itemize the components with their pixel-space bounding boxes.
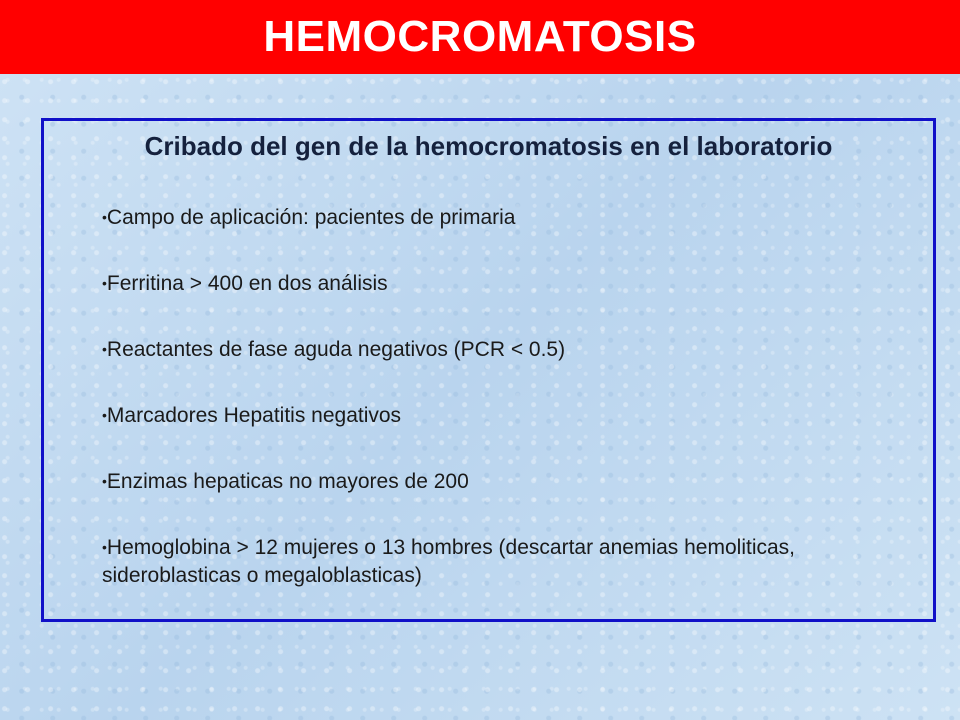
bullet-icon: •: [102, 473, 107, 489]
bullet-icon: •: [102, 275, 107, 291]
bullet-list: [102, 203, 892, 590]
title-bar: [0, 0, 960, 74]
section-heading: Cribado del gen de la hemocromatosis en el laboratorio: [144, 131, 833, 161]
list-item-text: Reactantes de fase aguda negativos (PCR < 0.5): [106, 338, 566, 361]
list-item-text: Marcadores Hepatitis negativos: [106, 404, 402, 427]
page-title: HEMOCROMATOSIS: [263, 12, 697, 61]
list-item: [102, 203, 892, 232]
bullet-icon: •: [102, 341, 107, 357]
list-item-text: Hemoglobina > 12 mujeres o 13 hombres (descartar anemias hemoliticas, sideroblasticas o megaloblasticas): [102, 536, 795, 587]
list-item-text: Enzimas hepaticas no mayores de 200: [106, 470, 469, 493]
list-item: [102, 467, 892, 496]
bullet-icon: •: [102, 539, 107, 555]
content-box: [41, 118, 936, 622]
list-item-text: Campo de aplicación: pacientes de primaria: [106, 206, 516, 229]
list-item: [102, 335, 892, 364]
list-item: [102, 401, 892, 430]
list-item: [102, 533, 892, 590]
list-item-text: Ferritina > 400 en dos análisis: [106, 272, 388, 295]
bullet-icon: •: [102, 209, 107, 225]
list-item: [102, 269, 892, 298]
bullet-icon: •: [102, 407, 107, 423]
